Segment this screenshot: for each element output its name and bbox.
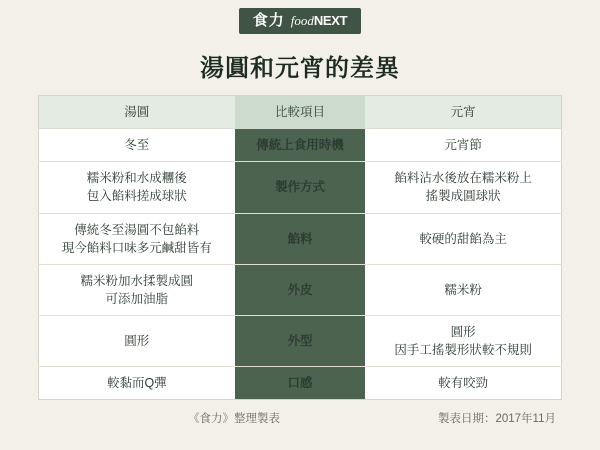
table-row (39, 213, 562, 264)
logo-container (0, 0, 600, 34)
cell-left: 較黏而Q彈 (106, 376, 167, 391)
foodnext-logo (239, 8, 362, 34)
cell-item: 口感 (235, 367, 366, 400)
cell-item: 外皮 (235, 264, 366, 315)
logo-english-text (291, 14, 348, 27)
footer-date: 製表日期：2017年11月 (437, 413, 556, 426)
table-header-right: 元宵 (365, 96, 561, 129)
table-header-left: 湯圓 (39, 96, 235, 129)
logo-food-text: food (290, 13, 314, 28)
table-header-item: 比較項目 (235, 96, 366, 129)
cell-item: 傳統上食用時機 (235, 129, 366, 162)
table-row (39, 264, 562, 315)
footer (38, 410, 562, 426)
cell-item: 外型 (235, 316, 366, 367)
cell-left: 糯米粉加水揉製成圓 可添加油脂 (39, 264, 235, 315)
cell-right: 較有咬勁 (438, 376, 489, 391)
cell-right: 較硬的甜餡為主 (365, 213, 561, 264)
table-row (39, 129, 562, 162)
cell-left: 圓形 (39, 316, 235, 367)
cell-item: 製作方式 (235, 162, 366, 213)
page-title: 湯圓和元宵的差異 (200, 55, 400, 82)
comparison-table (38, 95, 562, 400)
cell-left: 傳統冬至湯圓不包餡料 現今餡料口味多元鹹甜皆有 (39, 213, 235, 264)
table-row (39, 367, 562, 400)
table-row (39, 316, 562, 367)
table-body (39, 129, 562, 400)
logo-next-text: NEXT (313, 13, 348, 28)
table-row (39, 162, 562, 213)
table-header (39, 96, 562, 129)
cell-left: 冬至 (39, 129, 235, 162)
cell-right: 圓形 因手工搖製形狀較不規則 (365, 316, 561, 367)
cell-right: 糯米粉 (365, 264, 561, 315)
footer-source: 《食力》整理製表 (188, 413, 280, 426)
logo-chinese-text: 食力 (252, 12, 285, 29)
cell-right: 元宵節 (365, 129, 561, 162)
cell-right: 餡料沾水後放在糯米粉上 搖製成圓球狀 (365, 162, 561, 213)
cell-left: 糯米粉和水成糰後 包入餡料搓成球狀 (39, 162, 235, 213)
comparison-table-container (38, 95, 562, 400)
cell-item: 餡料 (235, 213, 366, 264)
table-header-row (39, 96, 562, 129)
